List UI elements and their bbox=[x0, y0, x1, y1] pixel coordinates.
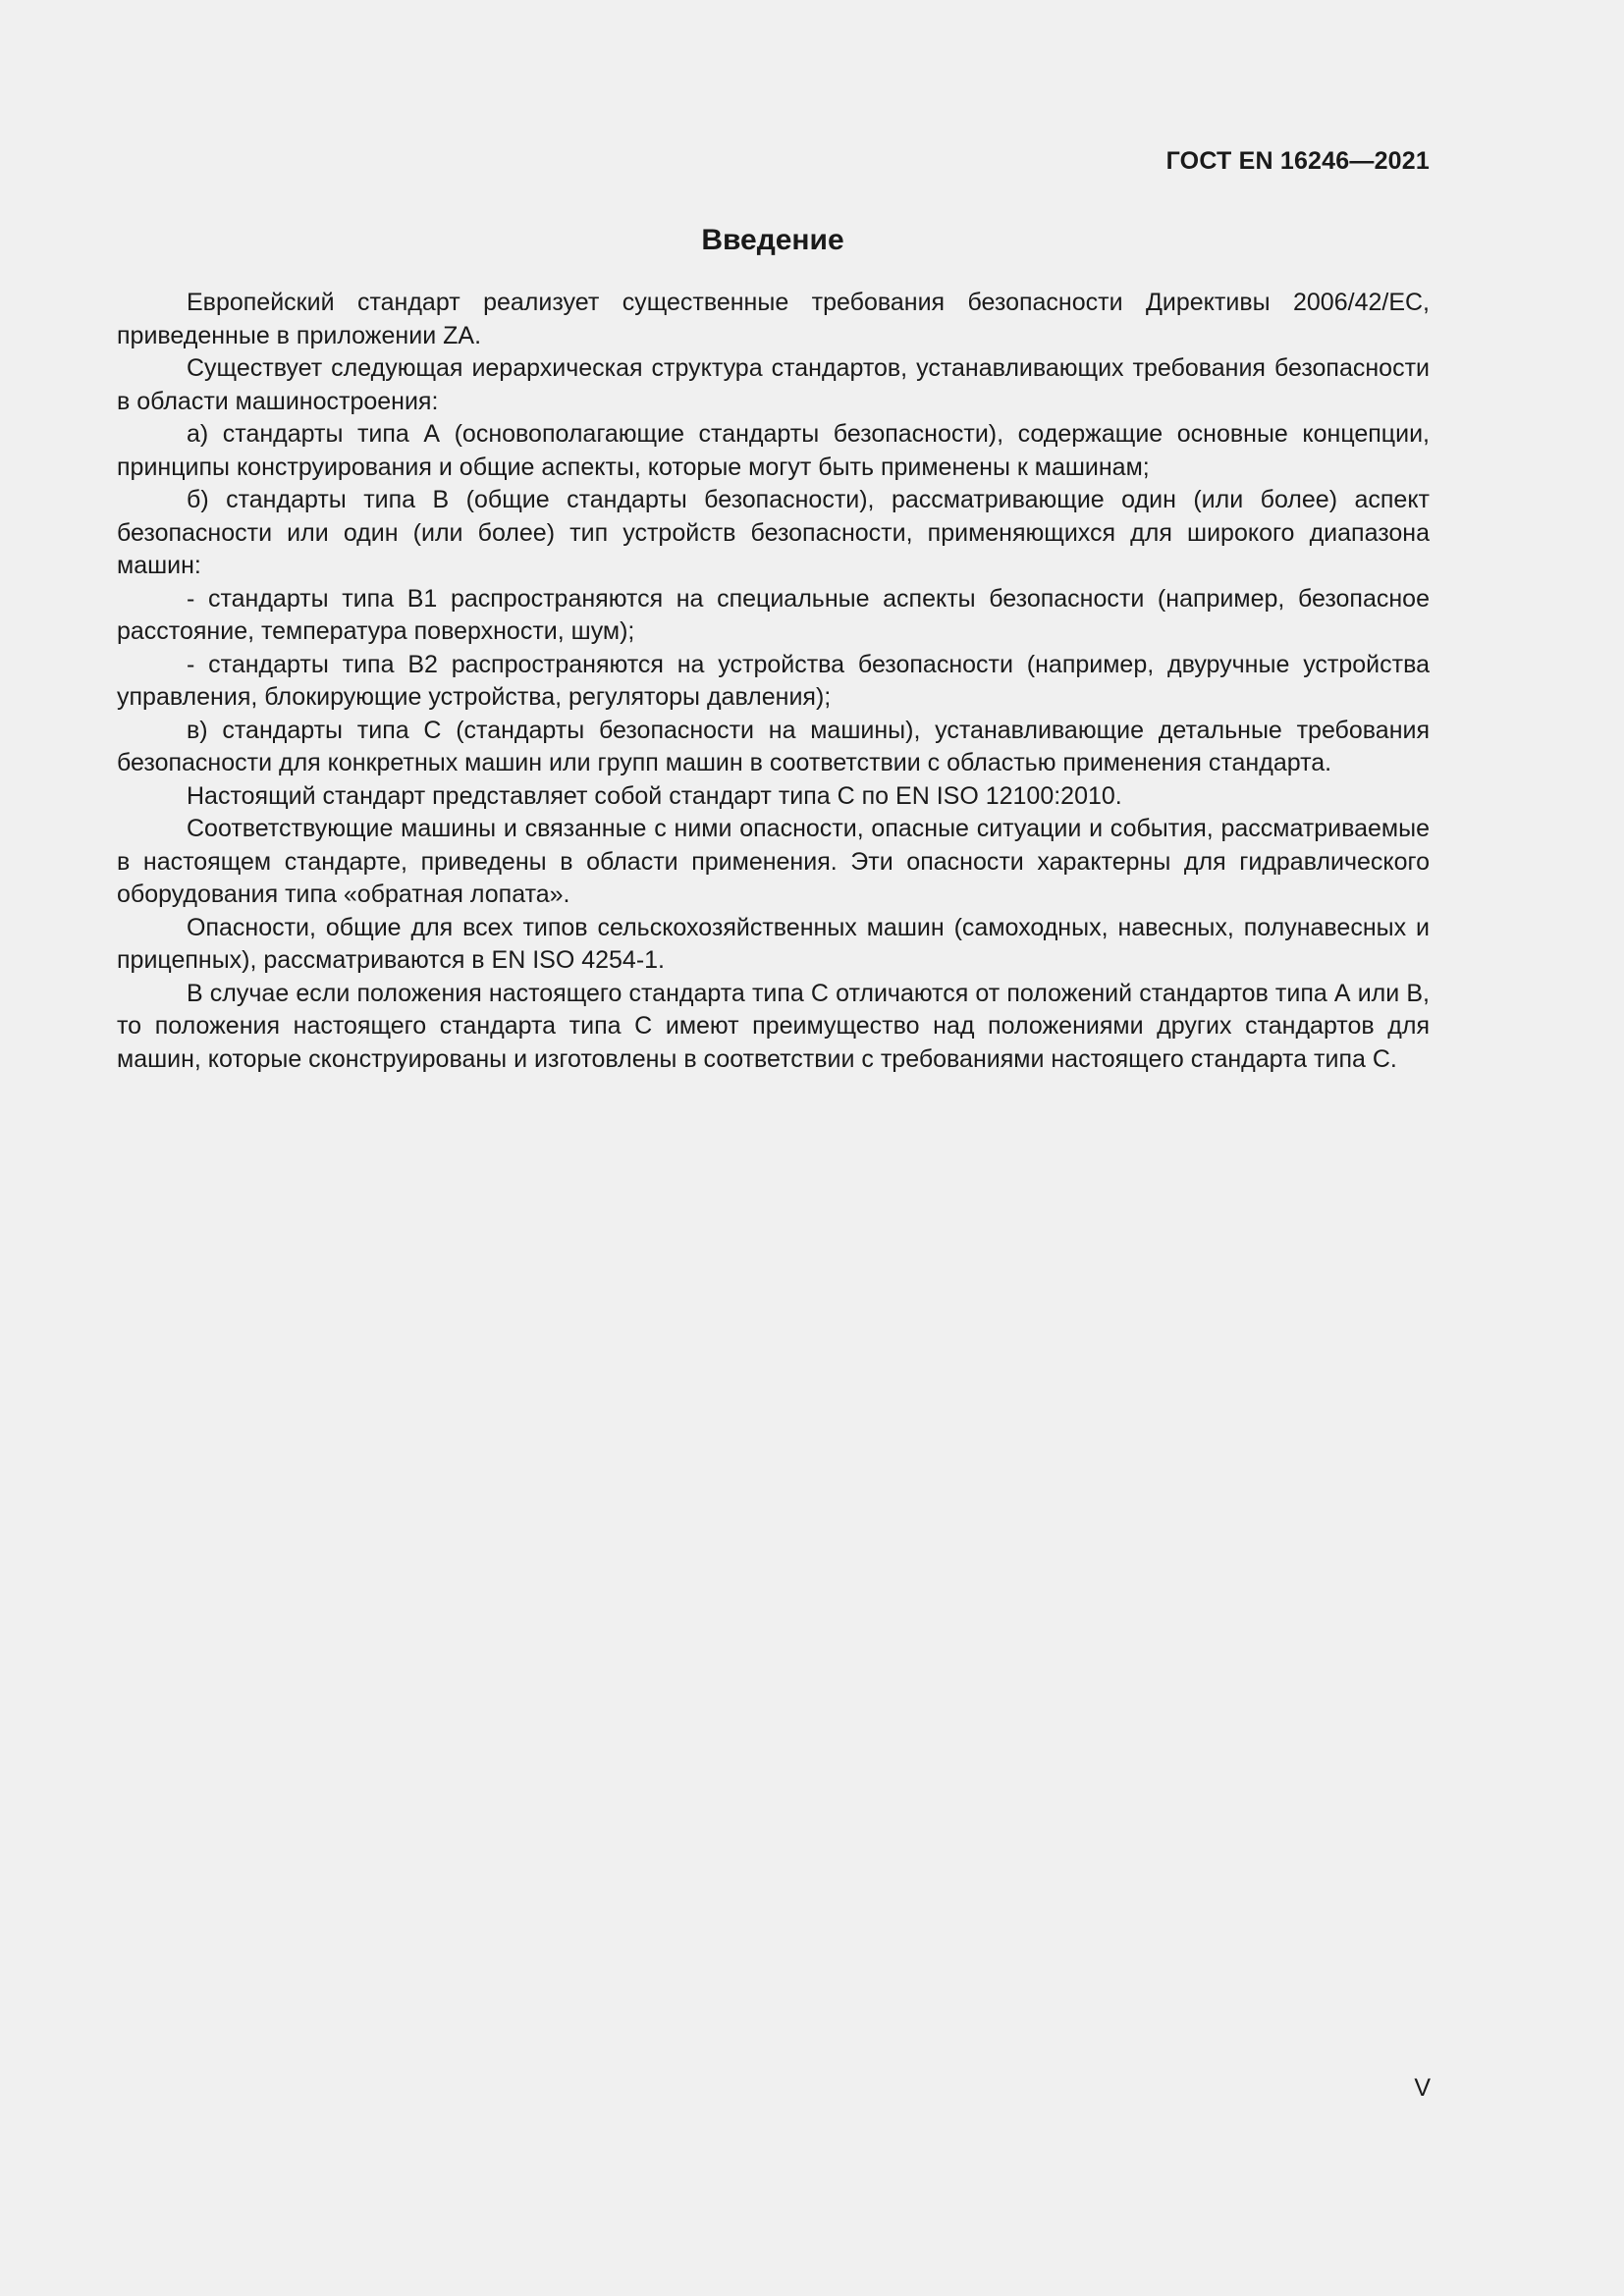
paragraph-7: в) стандарты типа С (стандарты безопасности на машины), устанавливающие детальные требования безопасности для конкретных машин или групп машин в соответствии с областью применения стандарта. bbox=[117, 716, 1430, 776]
paragraph-2: Существует следующая иерархическая структура стандартов, устанавливающих требования безопасности в области машиностроения: bbox=[117, 354, 1430, 415]
page-number: V bbox=[1414, 2074, 1431, 2102]
document-code: ГОСТ EN 16246—2021 bbox=[1165, 147, 1430, 175]
section-title: Введение bbox=[701, 224, 844, 256]
paragraph-1: Европейский стандарт реализует существенные требования безопасности Директивы 2006/42/ЕС, приведенные в приложении ZA. bbox=[117, 289, 1430, 349]
paragraph-10: Опасности, общие для всех типов сельскохозяйственных машин (самоходных, навесных, полунавесных и прицепных), рассматриваются в EN ISO 4254-1. bbox=[117, 913, 1430, 974]
paragraph-4: б) стандарты типа В (общие стандарты безопасности), рассматривающие один (или более) аспект безопасности или один (или более) тип устройств безопасности, применяющихся для широкого диапазона машин: bbox=[117, 486, 1430, 579]
paragraph-9: Соответствующие машины и связанные с ними опасности, опасные ситуации и события, рассматриваемые в настоящем стандарте, приведены в области применения. Эти опасности характерны для гидравлического оборудования типа «обратная лопата». bbox=[117, 815, 1430, 908]
paragraph-11: В случае если положения настоящего стандарта типа С отличаются от положений стандартов типа А или В, то положения настоящего стандарта типа С имеют преимущество над положениями других стандартов для машин, которые сконструированы и изготовлены в соответствии с требованиями настоящего стандарта типа С. bbox=[117, 979, 1430, 1073]
paragraph-8: Настоящий стандарт представляет собой стандарт типа С по EN ISO 12100:2010. bbox=[187, 781, 1122, 810]
paragraph-5: - стандарты типа В1 распространяются на специальные аспекты безопасности (например, безопасное расстояние, температура поверхности, шум); bbox=[117, 584, 1430, 645]
paragraph-3: а) стандарты типа А (основополагающие стандарты безопасности), содержащие основные концепции, принципы конструирования и общие аспекты, которые могут быть применены к машинам; bbox=[117, 420, 1430, 481]
body-text bbox=[117, 287, 1430, 1076]
paragraph-6: - стандарты типа В2 распространяются на устройства безопасности (например, двуручные устройства управления, блокирующие устройства, регуляторы давления); bbox=[117, 650, 1430, 711]
